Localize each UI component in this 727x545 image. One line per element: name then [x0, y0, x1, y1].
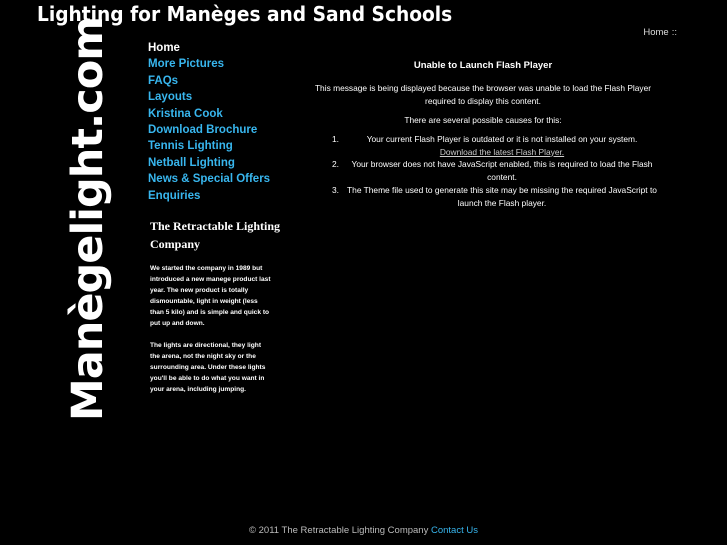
cause-text: The Theme file used to generate this site may be missing the required JavaScript to launch the Flash player.: [347, 185, 657, 209]
footer: [0, 525, 727, 536]
contact-us-link[interactable]: Contact Us: [430, 525, 478, 536]
download-flash-link[interactable]: Download the latest Flash Player.: [439, 146, 565, 157]
list-item: [308, 158, 658, 184]
flash-causes-list: [308, 133, 658, 210]
nav-item-news-offers[interactable]: News & Special Offers: [148, 173, 271, 186]
breadcrumb: [643, 27, 677, 38]
flash-causes-intro: There are several possible causes for this:: [404, 114, 562, 125]
blurb-paragraph: The lights are directional, they light the arena, not the night sky or the surrounding area. Under these lights you'll be able to do what you want in your arena, including jumping.: [150, 342, 266, 393]
breadcrumb-home-link[interactable]: Home: [643, 27, 669, 38]
nav-item-download-brochure[interactable]: Download Brochure: [148, 124, 258, 137]
list-number: 3.: [332, 185, 339, 196]
list-item: [308, 133, 658, 159]
company-heading: The Retractable Lighting Company: [150, 219, 280, 251]
site-title: Lighting for Manèges and Sand Schools: [37, 2, 453, 26]
nav-item-tennis-lighting[interactable]: Tennis Lighting: [148, 140, 233, 153]
nav-item-home[interactable]: Home: [148, 42, 180, 54]
nav-item-enquiries[interactable]: Enquiries: [148, 189, 201, 202]
nav-item-faqs[interactable]: FAQs: [148, 74, 179, 87]
flash-fallback-message: [308, 60, 658, 210]
nav-item-more-pictures[interactable]: More Pictures: [148, 58, 225, 71]
list-item: [308, 184, 658, 210]
cause-text: Your current Flash Player is outdated or it is not installed on your system.: [366, 133, 638, 144]
nav-item-kristina-cook[interactable]: Kristina Cook: [148, 107, 223, 120]
company-blurb: [150, 263, 272, 406]
vertical-logo: Manègelight.com: [63, 16, 113, 422]
list-number: 2.: [332, 159, 339, 170]
cause-text: Your browser does not have JavaScript enabled, this is required to load the Flash content.: [351, 159, 653, 183]
blurb-paragraph: We started the company in 1989 but introduced a new manege product last year. The new product is totally dismountable, light in weight (less than 5 kilo) and is simple and quick to put up and down.: [150, 265, 271, 327]
flash-message: This message is being displayed because the browser was unable to load the Flash Player required to display this content.: [314, 82, 652, 106]
breadcrumb-separator: ::: [671, 27, 677, 38]
nav-item-layouts[interactable]: Layouts: [148, 91, 193, 104]
copyright-text: © 2011 The Retractable Lighting Company: [249, 525, 429, 536]
nav-item-netball-lighting[interactable]: Netball Lighting: [148, 156, 235, 169]
flash-title: Unable to Launch Flash Player: [413, 60, 553, 71]
main-nav: [148, 40, 270, 204]
list-number: 1.: [332, 133, 339, 144]
